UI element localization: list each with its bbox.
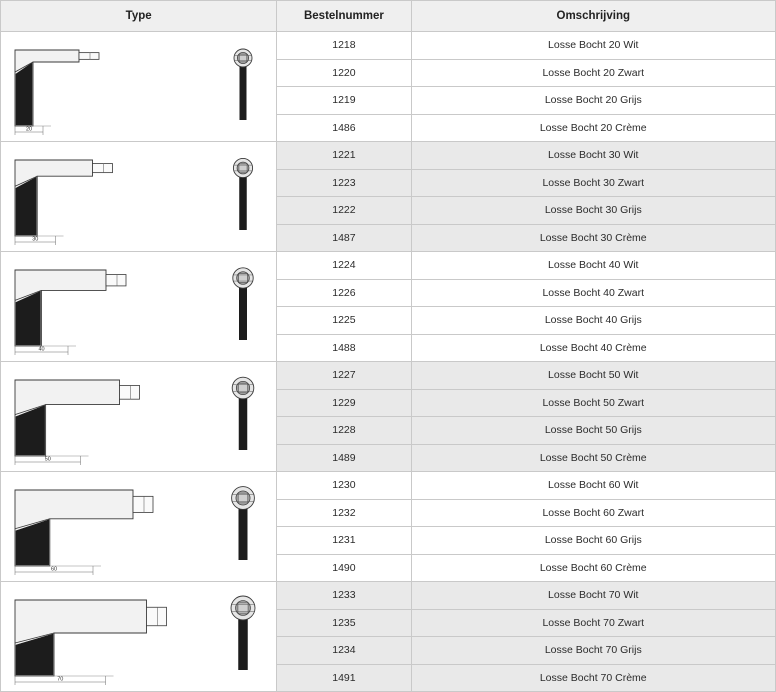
elbow-drawing-60 [1, 472, 209, 578]
table-header-row [1, 1, 776, 32]
order-number-cell: 1218 [277, 32, 411, 60]
drawing-wrapper [1, 362, 277, 471]
order-number-cell: 1225 [277, 307, 411, 335]
dimension-label: 20 [25, 126, 33, 133]
table-header [1, 1, 776, 32]
order-number-cell: 1233 [277, 582, 411, 610]
description-cell: Losse Bocht 40 Crème [411, 334, 775, 362]
drawing-side-view [1, 32, 209, 141]
end-view-drawing-40 [209, 252, 277, 358]
elbow-drawing-70 [1, 582, 209, 688]
order-number-cell: 1232 [277, 499, 411, 527]
order-number-cell: 1486 [277, 114, 411, 142]
elbow-drawing-40 [1, 252, 209, 358]
order-number-cell: 1487 [277, 224, 411, 252]
order-number-cell: 1220 [277, 59, 411, 87]
description-cell: Losse Bocht 30 Wit [411, 142, 775, 170]
description-cell: Losse Bocht 70 Crème [411, 664, 775, 692]
elbow-drawing-50 [1, 362, 209, 468]
description-cell: Losse Bocht 50 Crème [411, 444, 775, 472]
type-drawing-cell [1, 472, 277, 582]
order-number-cell: 1229 [277, 389, 411, 417]
description-cell: Losse Bocht 70 Wit [411, 582, 775, 610]
order-number-cell: 1231 [277, 527, 411, 555]
description-cell: Losse Bocht 40 Zwart [411, 279, 775, 307]
order-number-cell: 1234 [277, 637, 411, 665]
order-number-cell: 1228 [277, 417, 411, 445]
drawing-wrapper [1, 142, 277, 251]
drawing-end-view [209, 252, 277, 361]
order-number-cell: 1224 [277, 252, 411, 280]
elbow-drawing-30 [1, 142, 209, 248]
drawing-end-view [209, 582, 277, 691]
order-number-cell: 1235 [277, 609, 411, 637]
column-header-type: Type [1, 1, 277, 32]
description-cell: Losse Bocht 60 Wit [411, 472, 775, 500]
description-cell: Losse Bocht 20 Zwart [411, 59, 775, 87]
drawing-end-view [209, 472, 277, 581]
end-view-drawing-20 [209, 32, 277, 138]
drawing-side-view [1, 362, 209, 471]
table-row [1, 582, 776, 610]
drawing-wrapper [1, 252, 277, 361]
order-number-cell: 1226 [277, 279, 411, 307]
elbow-drawing-20 [1, 32, 209, 138]
description-cell: Losse Bocht 60 Zwart [411, 499, 775, 527]
type-drawing-cell [1, 142, 277, 252]
table-row [1, 252, 776, 280]
dimension-label: 50 [44, 456, 51, 463]
drawing-side-view [1, 582, 209, 691]
order-number-cell: 1230 [277, 472, 411, 500]
description-cell: Losse Bocht 20 Wit [411, 32, 775, 60]
order-number-cell: 1489 [277, 444, 411, 472]
description-cell: Losse Bocht 50 Grijs [411, 417, 775, 445]
order-number-cell: 1490 [277, 554, 411, 582]
drawing-end-view [209, 142, 277, 251]
end-view-drawing-50 [209, 362, 277, 468]
drawing-side-view [1, 252, 209, 361]
table-row [1, 362, 776, 390]
end-view-drawing-60 [209, 472, 277, 578]
type-drawing-cell [1, 32, 277, 142]
drawing-end-view [209, 32, 277, 141]
drawing-side-view [1, 472, 209, 581]
description-cell: Losse Bocht 20 Grijs [411, 87, 775, 115]
order-number-cell: 1221 [277, 142, 411, 170]
end-view-drawing-30 [209, 142, 277, 248]
column-header-description: Omschrijving [411, 1, 775, 32]
drawing-side-view [1, 142, 209, 251]
column-header-order-number: Bestelnummer [277, 1, 411, 32]
description-cell: Losse Bocht 60 Crème [411, 554, 775, 582]
order-number-cell: 1222 [277, 197, 411, 225]
description-cell: Losse Bocht 60 Grijs [411, 527, 775, 555]
table-body [1, 32, 776, 692]
description-cell: Losse Bocht 40 Wit [411, 252, 775, 280]
table-row [1, 142, 776, 170]
drawing-end-view [209, 362, 277, 471]
description-cell: Losse Bocht 50 Wit [411, 362, 775, 390]
dimension-label: 70 [57, 676, 64, 683]
order-number-cell: 1227 [277, 362, 411, 390]
description-cell: Losse Bocht 30 Grijs [411, 197, 775, 225]
type-drawing-cell [1, 582, 277, 692]
drawing-wrapper [1, 472, 277, 581]
type-drawing-cell [1, 252, 277, 362]
order-number-cell: 1488 [277, 334, 411, 362]
dimension-label: 40 [38, 346, 45, 353]
order-number-cell: 1219 [277, 87, 411, 115]
table-row [1, 472, 776, 500]
description-cell: Losse Bocht 70 Grijs [411, 637, 775, 665]
type-drawing-cell [1, 362, 277, 472]
description-cell: Losse Bocht 40 Grijs [411, 307, 775, 335]
drawing-wrapper [1, 32, 277, 141]
table-row [1, 32, 776, 60]
description-cell: Losse Bocht 50 Zwart [411, 389, 775, 417]
dimension-label: 60 [50, 566, 58, 573]
description-cell: Losse Bocht 30 Zwart [411, 169, 775, 197]
end-view-drawing-70 [209, 582, 277, 688]
description-cell: Losse Bocht 30 Crème [411, 224, 775, 252]
order-number-cell: 1491 [277, 664, 411, 692]
description-cell: Losse Bocht 70 Zwart [411, 609, 775, 637]
drawing-wrapper [1, 582, 277, 691]
description-cell: Losse Bocht 20 Crème [411, 114, 775, 142]
order-number-cell: 1223 [277, 169, 411, 197]
dimension-label: 30 [32, 236, 39, 243]
